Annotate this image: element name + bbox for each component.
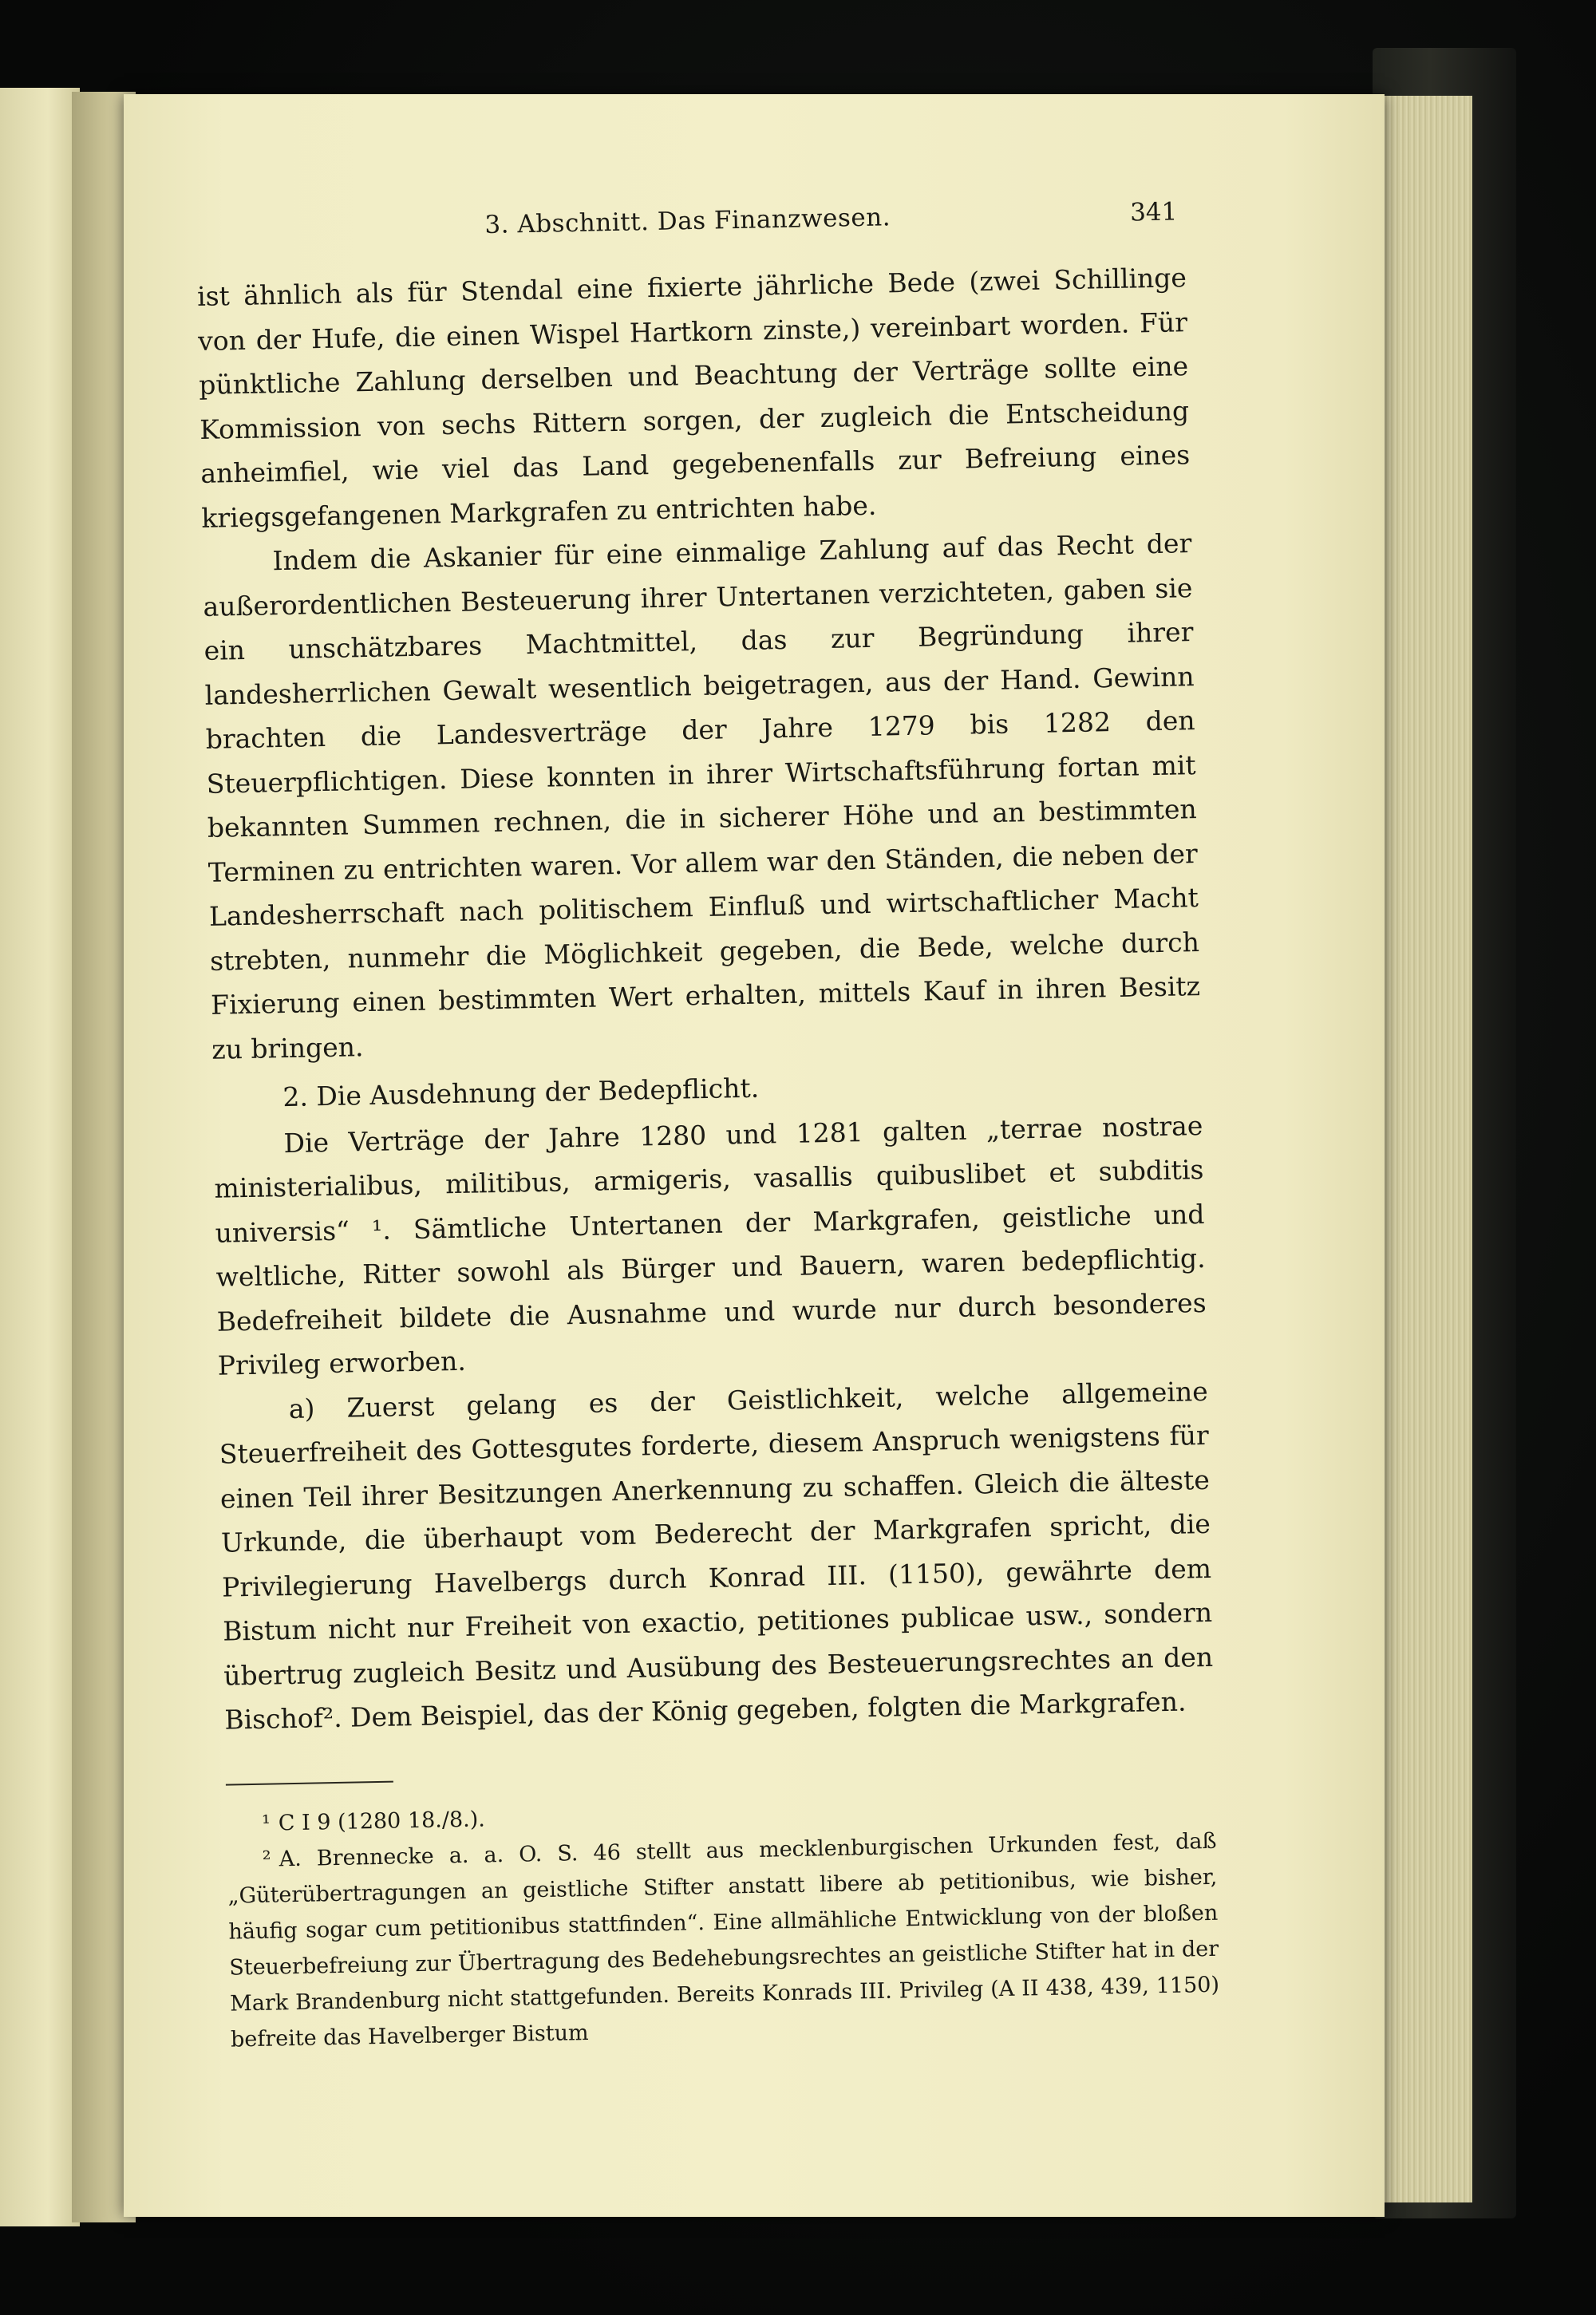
paragraph-3: Die Verträge der Jahre 1280 und 1281 galten „terrae nostrae ministerialibus, militibus, armigeris, vasallis quibuslibet et subditis universis“ ¹. Sämtliche Untertanen der Markgrafen, geistliche und weltliche, Ritter sowohl als Bürger und Bauern, waren bedepflichtig. Bedefreiheit bildete die Ausnahme und wurde nur durch besonderes Privileg erworben.	[214, 1109, 1207, 1381]
footnote-rule	[226, 1780, 393, 1785]
section-heading: 2. Die Ausdehnung der Bedepflicht.	[282, 1072, 760, 1113]
paragraph-4: a) Zuerst gelang es der Geistlichkeit, welche allgemeine Steuerfreiheit des Gottesgutes forderte, diesem Anspruch wenigstens für einen Teil ihrer Besitzungen Anerkennung zu schaffen. Gleich die älteste Urkunde, die überhaupt vom Bederecht der Markgrafen spricht, die Privilegierung Havelbergs durch Konrad III. (1150), gewährte dem Bistum nicht nur Freiheit von exactio, petitiones publicae usw., sondern übertrug zugleich Besitz und Ausübung des Besteuerungsrechtes an den Bischof². Dem Beispiel, das der König gegeben, folgten die Markgrafen.	[219, 1375, 1214, 1736]
facing-page-edge	[0, 88, 80, 2226]
page-number: 341	[1129, 197, 1178, 227]
footnote-2	[227, 1823, 1220, 2057]
footnote-2-mark: ²	[262, 1847, 272, 1872]
footnotes	[226, 1787, 1220, 2057]
page-content	[196, 190, 1220, 2057]
footnote-1-mark: ¹	[261, 1811, 271, 1836]
running-title: 3. Abschnitt. Das Finanzwesen.	[484, 203, 891, 240]
paragraph-1: ist ähnlich als für Stendal eine fixierte jährliche Bede (zwei Schillinge von der Hufe, die einen Wispel Hartkorn zinste,) vereinbart worden. Für pünktliche Zahlung derselben und Beachtung der Verträge sollte eine Kommission von sechs Rittern sorgen, der zugleich die Entscheidung anheimfiel, wie viel das Land gegebenenfalls zur Befreiung eines kriegsgefangenen Markgrafen zu entrichten habe.	[196, 262, 1191, 534]
footnote-2-text: A. Brennecke a. a. O. S. 46 stellt aus mecklenburgischen Urkunden fest, daß „Güterübertragungen an geistliche Stifter anstatt libere ab petitionibus, wie bisher, häufig sogar cum petitionibus stattfinden“. Eine allmähliche Entwicklung von der bloßen Steuerbefreiung zur Übertragung des Bedehebungsrechtes an geistliche Stifter hat in der Mark Brandenburg nicht stattgefunden. Bereits Konrads III. Privileg (A II 438, 439, 1150) befreite das Havelberger Bistum	[227, 1828, 1220, 2052]
page-stack-edge	[1377, 96, 1472, 2202]
footnote-1-text: C I 9 (1280 18./8.).	[278, 1806, 486, 1835]
paragraph-2: Indem die Askanier für eine einmalige Zahlung auf das Recht der außerordentlichen Besteuerung ihrer Untertanen verzichteten, gaben sie ein unschätzbares Machtmittel, das zur Begründung ihrer landesherrlichen Gewalt wesentlich beigetragen, aus der Hand. Gewinn brachten die Landesverträge der Jahre 1279 bis 1282 den Steuerpflichtigen. Diese konnten in ihrer Wirtschaftsführung fortan mit bekannten Summen rechnen, die in sicherer Höhe und an bestimmten Terminen zu entrichten waren. Vor allem war den Ständen, die neben der Landesherrschaft nach politischem Einfluß und wirtschaftlicher Macht strebten, nunmehr die Möglichkeit gegeben, die Bede, welche durch Fixierung einen bestimmten Wert erhalten, mittels Kauf in ihren Besitz zu bringen.	[203, 527, 1201, 1065]
